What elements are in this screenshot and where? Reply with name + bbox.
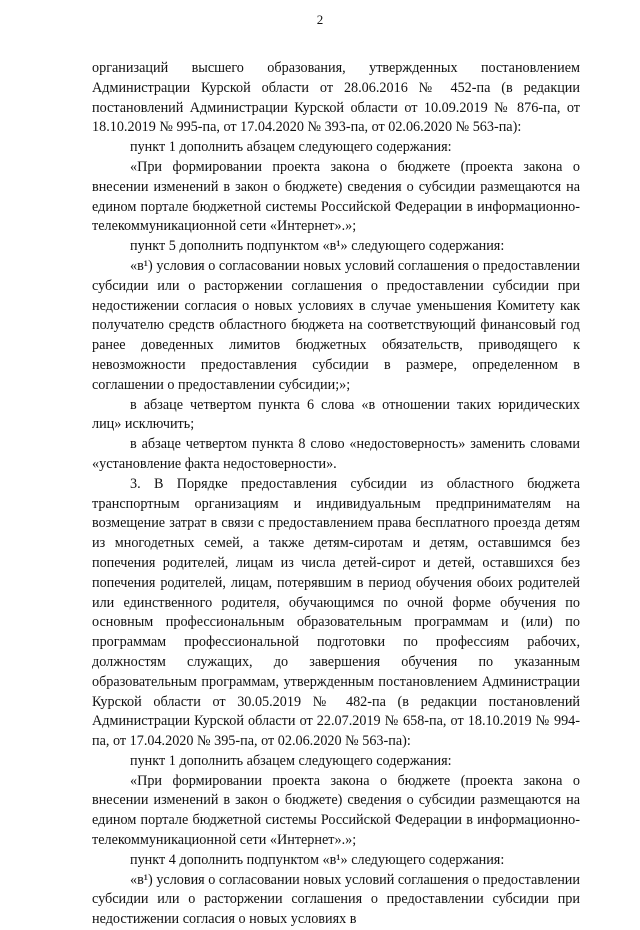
paragraph-budget-publication-quote: «При формировании проекта закона о бюджете (проекта закона о внесении изменений в закон о бюджете) сведения о субсидии размещаются на едином портале бюджетной системы Российской Федерации в информационно-телекоммуникационной сети «Интернет».»; xyxy=(92,158,580,235)
paragraph-point-8-amendment: в абзаце четвертом пункта 8 слово «недостоверность» заменить словами «установление факта недостоверности». xyxy=(92,436,580,472)
paragraph-point-6-amendment: в абзаце четвертом пункта 6 слова «в отношении таких юридических лиц» исключить; xyxy=(92,396,580,433)
paragraph-subpoint-v1-conditions-second: «в¹) условия о согласовании новых условий соглашения о предоставлении субсидии или о расторжении соглашения о предоставлении субсидии при недостижении согласия о новых условиях в xyxy=(92,871,580,928)
paragraph-point-1-intro: пункт 1 дополнить абзацем следующего содержания: xyxy=(130,139,452,156)
paragraph-point-4-intro: пункт 4 дополнить подпунктом «в¹» следующего содержания: xyxy=(130,851,505,868)
paragraph-budget-publication-quote-second: «При формировании проекта закона о бюджете (проекта закона о внесении изменений в закон о бюджете) сведения о субсидии размещаются на едином портале бюджетной системы Российской Федерации в информационно-телекоммуникационной сети «Интернет».»; xyxy=(92,772,580,849)
paragraph-point-5-intro: пункт 5 дополнить подпунктом «в¹» следующего содержания: xyxy=(130,238,505,255)
paragraph-subpoint-v1-conditions: «в¹) условия о согласовании новых условий соглашения о предоставлении субсидии или о расторжении соглашения о предоставлении субсидии при недостижении согласия о новых условиях в случае уменьшения Комитету как получателю средств областного бюджета на соответствующий финансовый год ранее доведенных лимитов бюджетных обязательств, приводящего к невозможности предоставления субсидии в размере, определенном в соглашении о предоставлении субсидии;»; xyxy=(92,257,580,393)
paragraph-section-3-transport: 3. В Порядке предоставления субсидии из областного бюджета транспортным организациям и индивидуальным предпринимателям на возмещение затрат в связи с предоставлением права бесплатного проезда детям из многодетных семей, а также детям-сиротам и детям, оставшимся без попечения родителей, лицам из числа детей-сирот и детей, оставшихся без попечения родителей, лицам, потерявшим в период обучения обоих родителей или единственного родителя, обучающимся по очной форме обучения по основным профессиональным образовательным программам и (или) по программам профессиональной подготовки по профессиям рабочих, должностям служащих, до завершения обучения по указанным образовательным программам, утвержденным постановлением Администрации Курской области от 30.05.2019 № 482-па (в редакции постановлений Администрации Курской области от 22.07.2019 № 658-па, от 18.10.2019 № 994-па, от 17.04.2020 № 395-па, от 02.06.2020 № 563-па): xyxy=(92,475,580,750)
paragraph-continuation-organizations: организаций высшего образования, утвержденных постановлением Администрации Курской области от 28.06.2016 № 452-па (в редакции постановлений Администрации Курской области от 10.09.2019 № 876-па, от 18.10.2019 № 995-па, от 17.04.2020 № 393-па, от 02.06.2020 № 563-па): xyxy=(92,60,580,136)
paragraph-point-1-intro-second: пункт 1 дополнить абзацем следующего содержания: xyxy=(130,752,452,769)
page-number: 2 xyxy=(316,12,324,27)
document-body xyxy=(92,59,580,930)
